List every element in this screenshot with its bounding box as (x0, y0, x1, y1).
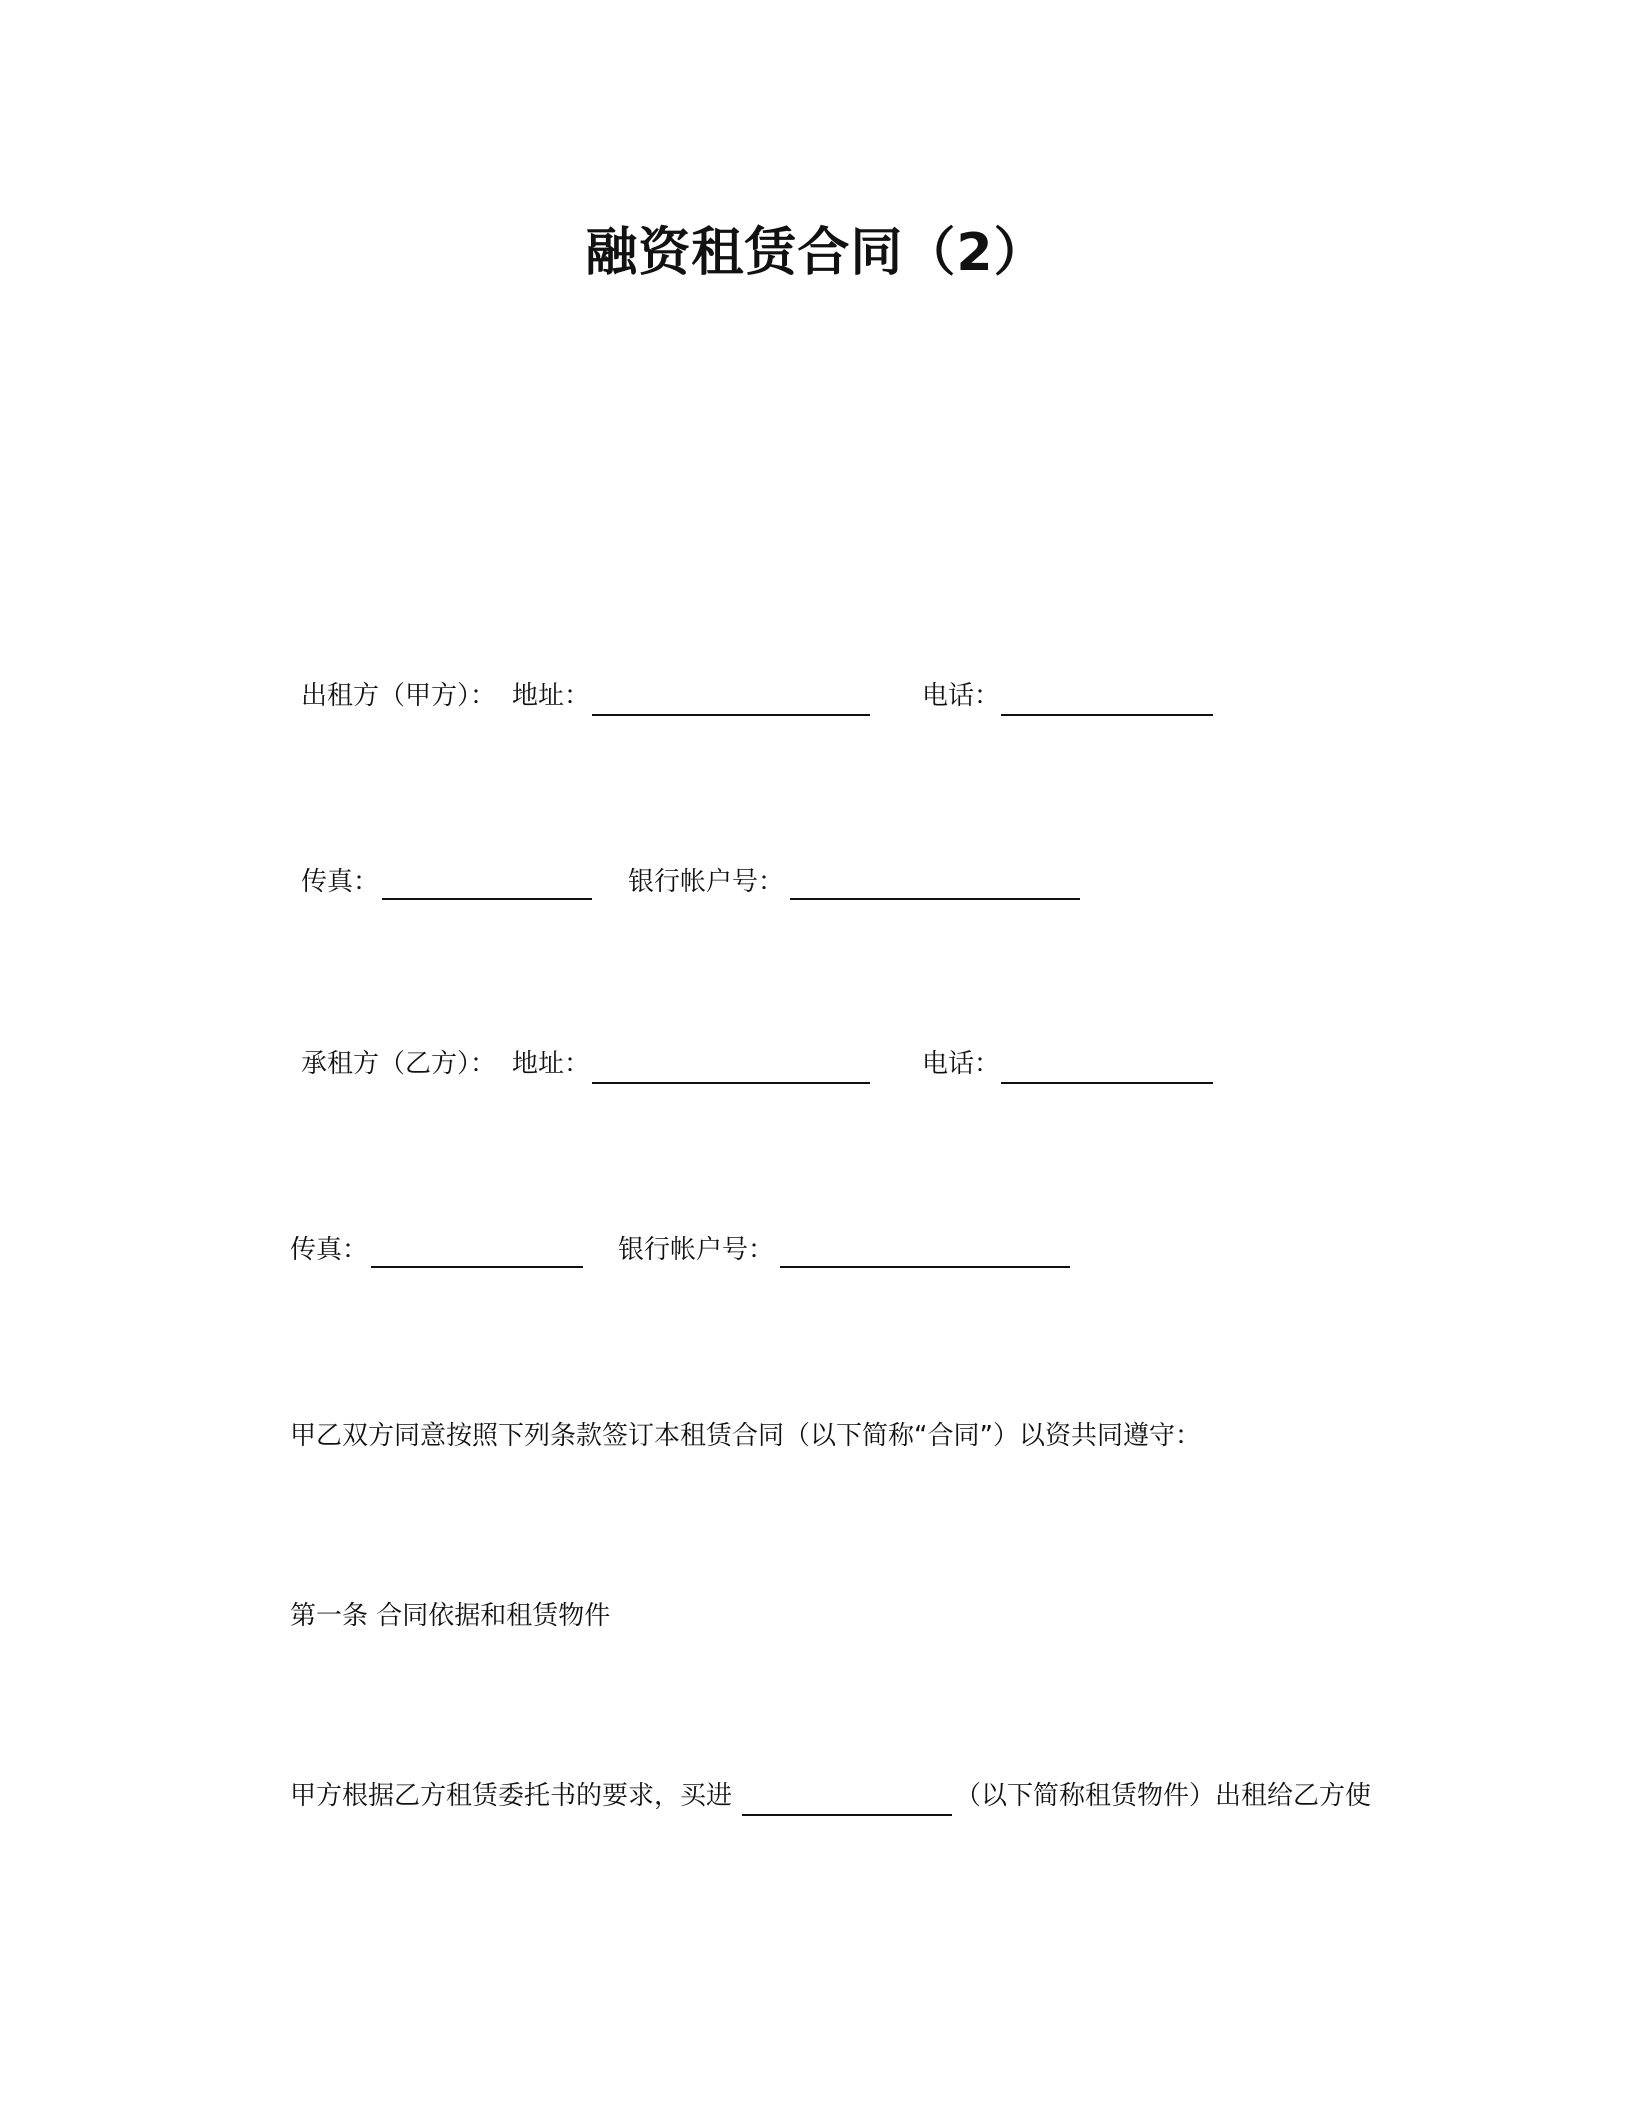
lessor-bank-field[interactable] (790, 898, 1080, 900)
lessee-party-label: 承租方（乙方）： (301, 1049, 497, 1079)
lessee-address-label: 地址： (512, 1049, 591, 1079)
lessor-fax-field[interactable] (382, 898, 592, 900)
lessee-bank-label: 银行帐户号： (618, 1235, 775, 1265)
lessor-phone-label: 电话： (922, 681, 1001, 711)
article-1-text-end: （以下简称租赁物件）出租给乙方使 (955, 1781, 1372, 1811)
leased-item-field[interactable] (742, 1814, 952, 1816)
lessee-fax-label: 传真： (290, 1235, 369, 1265)
lessor-party-label: 出租方（甲方）： (301, 681, 497, 711)
lessor-address-label: 地址： (512, 681, 591, 711)
lessee-phone-field[interactable] (1001, 1082, 1213, 1084)
lessor-bank-label: 银行帐户号： (628, 867, 785, 897)
lessor-fax-label: 传真： (301, 867, 380, 897)
lessor-phone-field[interactable] (1001, 714, 1213, 716)
lessee-phone-label: 电话： (922, 1049, 1001, 1079)
document-title: 融资租赁合同（2） (585, 223, 1047, 283)
lessee-address-field[interactable] (592, 1082, 870, 1084)
lessee-fax-field[interactable] (371, 1266, 583, 1268)
lessor-address-field[interactable] (592, 714, 870, 716)
intro-paragraph: 甲乙双方同意按照下列条款签订本租赁合同（以下简称“合同”）以资共同遵守： (290, 1421, 1201, 1451)
article-1-text-start: 甲方根据乙方租赁委托书的要求，买进 (290, 1781, 733, 1811)
lessee-bank-field[interactable] (780, 1266, 1070, 1268)
article-1-heading: 第一条 合同依据和租赁物件 (290, 1601, 611, 1631)
